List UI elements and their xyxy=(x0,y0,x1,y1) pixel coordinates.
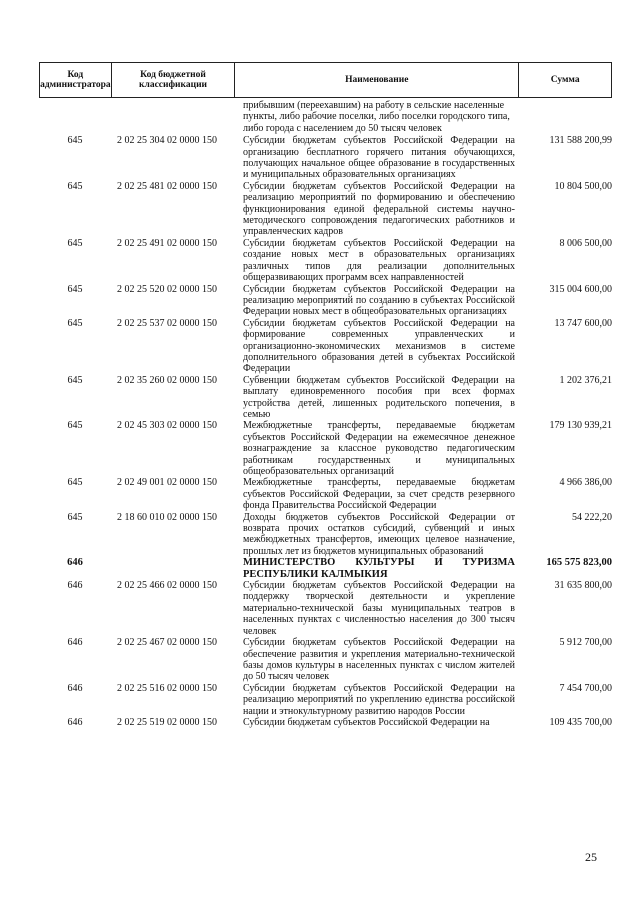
admin-code-cell: 645 xyxy=(67,477,83,489)
sum-cell: 10 804 500,00 xyxy=(554,180,612,192)
name-cell: Субсидии бюджетам субъектов Российской Федерации на реализацию мероприятий по формированию и обеспечению функционирования единой федеральной системы научно-методического сопровождения педагогических работников и управленческих кадров xyxy=(243,180,515,238)
admin-code-cell: 645 xyxy=(67,135,83,147)
sum-cell: 165 575 823,00 xyxy=(546,557,612,569)
budget-code-cell: 2 02 25 537 02 0000 150 xyxy=(117,317,217,329)
budget-code-cell: 2 02 25 304 02 0000 150 xyxy=(117,135,217,147)
budget-code-cell: 2 02 45 303 02 0000 150 xyxy=(117,420,217,432)
page-number: 25 xyxy=(585,850,597,864)
table-body xyxy=(39,100,612,728)
budget-code-cell: 2 02 25 519 02 0000 150 xyxy=(117,716,217,728)
budget-code-cell: 2 02 25 516 02 0000 150 xyxy=(117,682,217,694)
name-cell: Межбюджетные трансферты, передаваемые бюджетам субъектов Российской Федерации на ежемесячное денежное вознаграждение за классное руководство педагогическим работникам государственных и муниципальных общеобразовательных организаций xyxy=(243,420,515,477)
name-cell: Субсидии бюджетам субъектов Российской Федерации на формирование современных управленческих и организационно-экономических механизмов в системе дополнительного образования детей в субъектах Российской Федерации xyxy=(243,317,515,375)
budget-code-cell: 2 02 49 001 02 0000 150 xyxy=(117,477,217,489)
budget-code-cell: 2 18 60 010 02 0000 150 xyxy=(117,511,217,523)
table-row xyxy=(39,580,612,637)
table-row xyxy=(39,181,612,238)
admin-code-cell: 645 xyxy=(67,317,83,329)
table-row xyxy=(39,477,612,511)
name-cell: Субсидии бюджетам субъектов Российской Федерации на реализацию мероприятий по укреплению единства российской нации и этнокультурному развитию народов России xyxy=(243,682,515,717)
admin-code-cell: 645 xyxy=(67,237,83,249)
header-budget-code: Код бюджетной классификации xyxy=(112,63,236,97)
sum-cell: 109 435 700,00 xyxy=(549,716,612,728)
name-cell: Доходы бюджетов субъектов Российской Федерации от возврата прочих остатков субсидий, субвенций и иных межбюджетных трансфертов, имеющих целевое назначение, прошлых лет из бюджетов муниципальных образований xyxy=(243,511,515,557)
sum-cell: 131 588 200,99 xyxy=(549,135,612,147)
table-row xyxy=(39,683,612,717)
admin-code-cell: 645 xyxy=(67,283,83,295)
admin-code-cell: 646 xyxy=(67,580,83,592)
budget-code-cell: 2 02 25 467 02 0000 150 xyxy=(117,637,217,649)
sum-cell: 4 966 386,00 xyxy=(559,477,612,489)
budget-code-cell xyxy=(111,557,243,580)
sum-cell: 5 912 700,00 xyxy=(559,637,612,649)
continuation-text: прибывшим (переехавшим) на работу в сельские населенные пункты, либо рабочие поселки, либо поселки городского типа, либо города с населением до 50 тысяч человек xyxy=(243,100,510,134)
sum-cell: 13 747 600,00 xyxy=(554,317,612,329)
table-row xyxy=(39,238,612,284)
header-name: Наименование xyxy=(235,63,519,97)
table-row xyxy=(39,557,612,580)
sum-cell: 31 635 800,00 xyxy=(554,580,612,592)
budget-code-cell: 2 02 35 260 02 0000 150 xyxy=(117,374,217,386)
table-row xyxy=(39,512,612,558)
name-cell: Субсидии бюджетам субъектов Российской Федерации на создание новых мест в образовательных организациях различных типов для реализации дополнительных общеразвивающих программ всех направленностей xyxy=(243,237,515,284)
admin-code-cell: 646 xyxy=(67,557,83,569)
admin-code-cell: 645 xyxy=(67,420,83,432)
sum-cell: 7 454 700,00 xyxy=(559,682,612,694)
name-cell: Субсидии бюджетам субъектов Российской Федерации на поддержку творческой деятельности и укрепление материально-технической базы муниципальных театров в населенных пунктах с численностью населения до 300 тысяч человек xyxy=(243,580,515,637)
admin-code-cell: 645 xyxy=(67,374,83,386)
name-cell: Субвенции бюджетам субъектов Российской Федерации на выплату единовременного пособия при всех формах устройства детей, лишенных родительского попечения, в семью xyxy=(243,374,515,420)
name-cell: Субсидии бюджетам субъектов Российской Федерации на реализацию мероприятий по созданию в субъектах Российской Федерации новых мест в общеобразовательных организациях xyxy=(243,283,515,318)
sum-cell: 179 130 939,21 xyxy=(549,420,612,432)
table-row xyxy=(39,717,612,728)
budget-code-cell: 2 02 25 491 02 0000 150 xyxy=(117,237,217,249)
budget-code-cell: 2 02 25 481 02 0000 150 xyxy=(117,180,217,192)
admin-code-cell: 645 xyxy=(67,511,83,523)
admin-code-cell: 645 xyxy=(67,180,83,192)
budget-code-cell: 2 02 25 466 02 0000 150 xyxy=(117,580,217,592)
table-row xyxy=(39,420,612,477)
sum-cell: 1 202 376,21 xyxy=(559,374,612,386)
name-cell: Субсидии бюджетам субъектов Российской Федерации на обеспечение развития и укрепления материально-технической базы домов культуры в населенных пунктах с числом жителей до 50 тысяч человек xyxy=(243,637,515,683)
name-cell: Субсидии бюджетам субъектов Российской Федерации на организацию бесплатного горячего питания обучающихся, получающих начальное общее образование в государственных и муниципальных образовательных организациях xyxy=(243,135,515,181)
table-row xyxy=(39,284,612,318)
table-row xyxy=(39,135,612,181)
name-cell: Межбюджетные трансферты, передаваемые бюджетам субъектов Российской Федерации, за счет средств резервного фонда Правительства Российской Федерации xyxy=(243,477,515,512)
table-row xyxy=(39,318,612,375)
table-row xyxy=(39,375,612,421)
sum-cell: 54 222,20 xyxy=(572,511,612,523)
table-header xyxy=(39,62,612,98)
name-cell: Субсидии бюджетам субъектов Российской Федерации на xyxy=(243,716,490,728)
admin-code-cell: 646 xyxy=(67,716,83,728)
sum-cell: 315 004 600,00 xyxy=(549,283,612,295)
name-cell: МИНИСТЕРСТВО КУЛЬТУРЫ И ТУРИЗМА РЕСПУБЛИКИ КАЛМЫКИЯ xyxy=(243,557,515,580)
admin-code-cell: 646 xyxy=(67,637,83,649)
admin-code-cell: 646 xyxy=(67,682,83,694)
header-admin-code: Код администратора xyxy=(40,63,112,97)
budget-code-cell: 2 02 25 520 02 0000 150 xyxy=(117,283,217,295)
header-sum: Сумма xyxy=(550,74,580,85)
table-rows xyxy=(39,135,612,728)
sum-cell: 8 006 500,00 xyxy=(559,237,612,249)
table-row xyxy=(39,637,612,683)
